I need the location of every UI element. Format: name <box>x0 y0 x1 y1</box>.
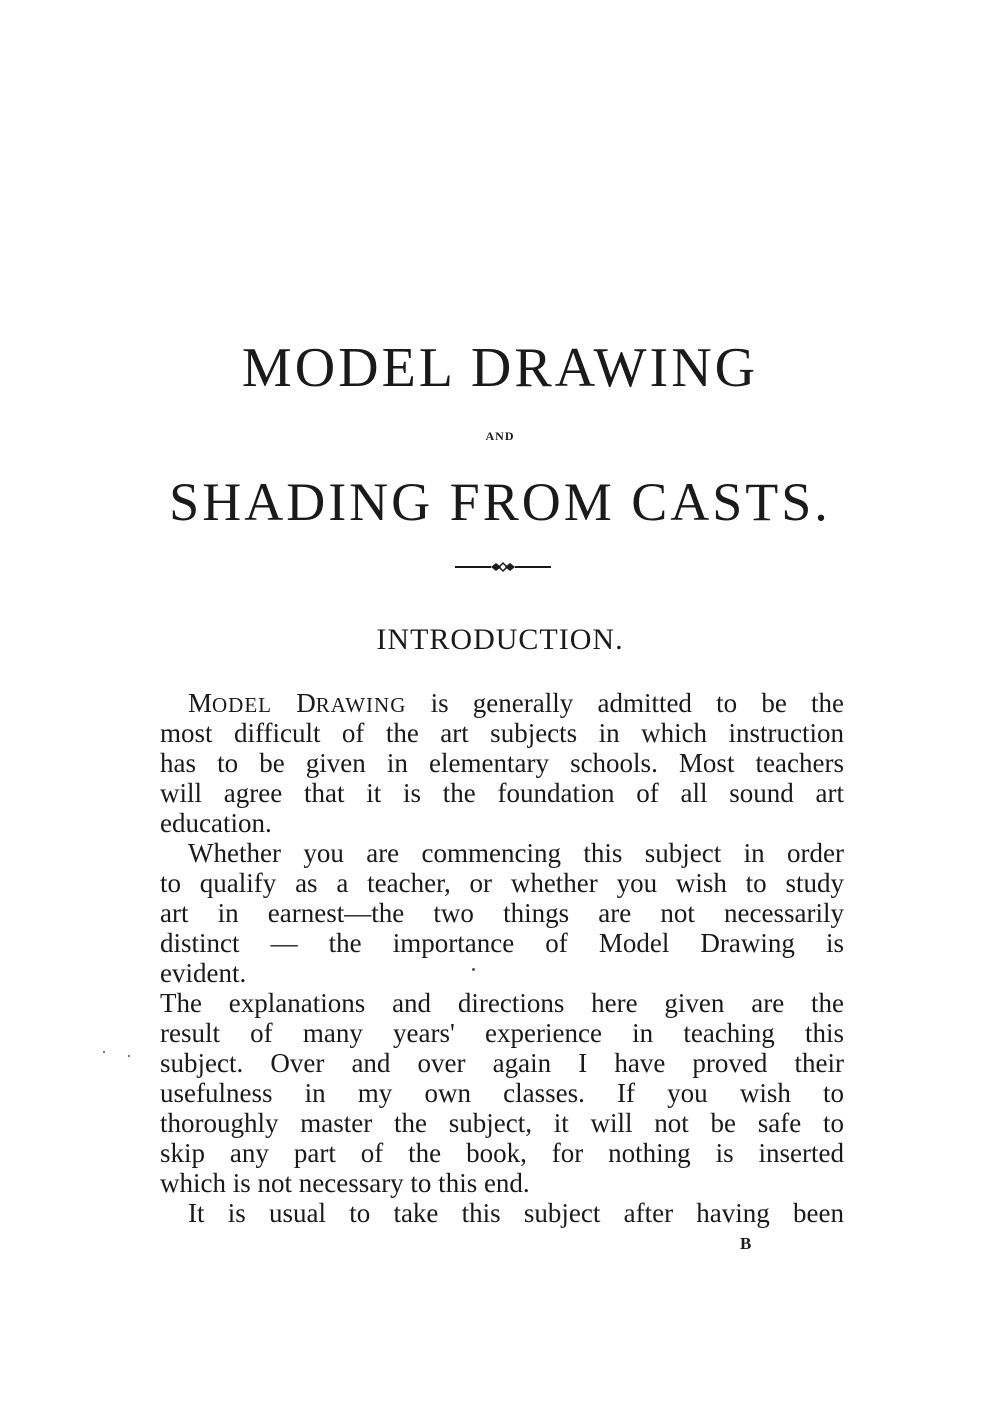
paragraph-line: which is not necessary to this end. <box>160 1168 530 1198</box>
signature-mark: B <box>740 1234 752 1253</box>
paragraph-line: Whether you are commencing this subject in order <box>188 838 844 868</box>
paragraph-line: education. <box>160 808 272 838</box>
paragraph-line: will agree that it is the foundation of all sound art <box>160 778 844 808</box>
small-caps-initial: M <box>188 688 213 718</box>
small-caps-text: ODEL <box>212 693 273 717</box>
page-title-conjunction: AND <box>485 429 515 443</box>
paragraph-line: has to be given in elementary schools. Most teachers <box>160 748 844 778</box>
paragraph-line: to qualify as a teacher, or whether you wish to study <box>160 868 844 898</box>
paragraph-line: most difficult of the art subjects in which instruction <box>160 718 844 748</box>
paragraph-3 <box>160 988 844 1198</box>
paragraph-line: It is usual to take this subject after having been <box>188 1198 844 1228</box>
small-caps-initial: D <box>296 688 316 718</box>
paragraph-2 <box>160 838 844 988</box>
paragraph-line: art in earnest—the two things are not necessarily <box>160 898 844 928</box>
print-speck <box>128 1055 130 1057</box>
print-speck <box>472 968 475 971</box>
paragraph-line: evident. <box>160 958 247 988</box>
page-title-line-1: MODEL DRAWING <box>241 337 759 399</box>
section-heading: INTRODUCTION. <box>376 623 624 656</box>
page-title-line-2: SHADING FROM CASTS. <box>169 472 831 532</box>
paragraph-line: The explanations and directions here given are the <box>160 988 844 1018</box>
paragraph-line: usefulness in my own classes. If you wish to <box>160 1078 844 1108</box>
paragraph-line: skip any part of the book, for nothing is inserted <box>160 1138 844 1168</box>
small-caps-text: RAWING <box>315 693 407 717</box>
paragraph-line: distinct — the importance of Model Drawing is <box>160 928 844 958</box>
decorative-rule-icon <box>455 560 551 574</box>
line-text: is generally admitted to be the <box>430 688 845 718</box>
paragraph-1 <box>160 688 844 838</box>
print-speck <box>103 1051 105 1053</box>
paragraph-line: result of many years' experience in teaching this <box>160 1018 844 1048</box>
paragraph-line: subject. Over and over again I have proved their <box>160 1048 844 1078</box>
paragraph-4 <box>160 1198 844 1228</box>
paragraph-line <box>160 688 844 718</box>
paragraph-line: thoroughly master the subject, it will not be safe to <box>160 1108 844 1138</box>
